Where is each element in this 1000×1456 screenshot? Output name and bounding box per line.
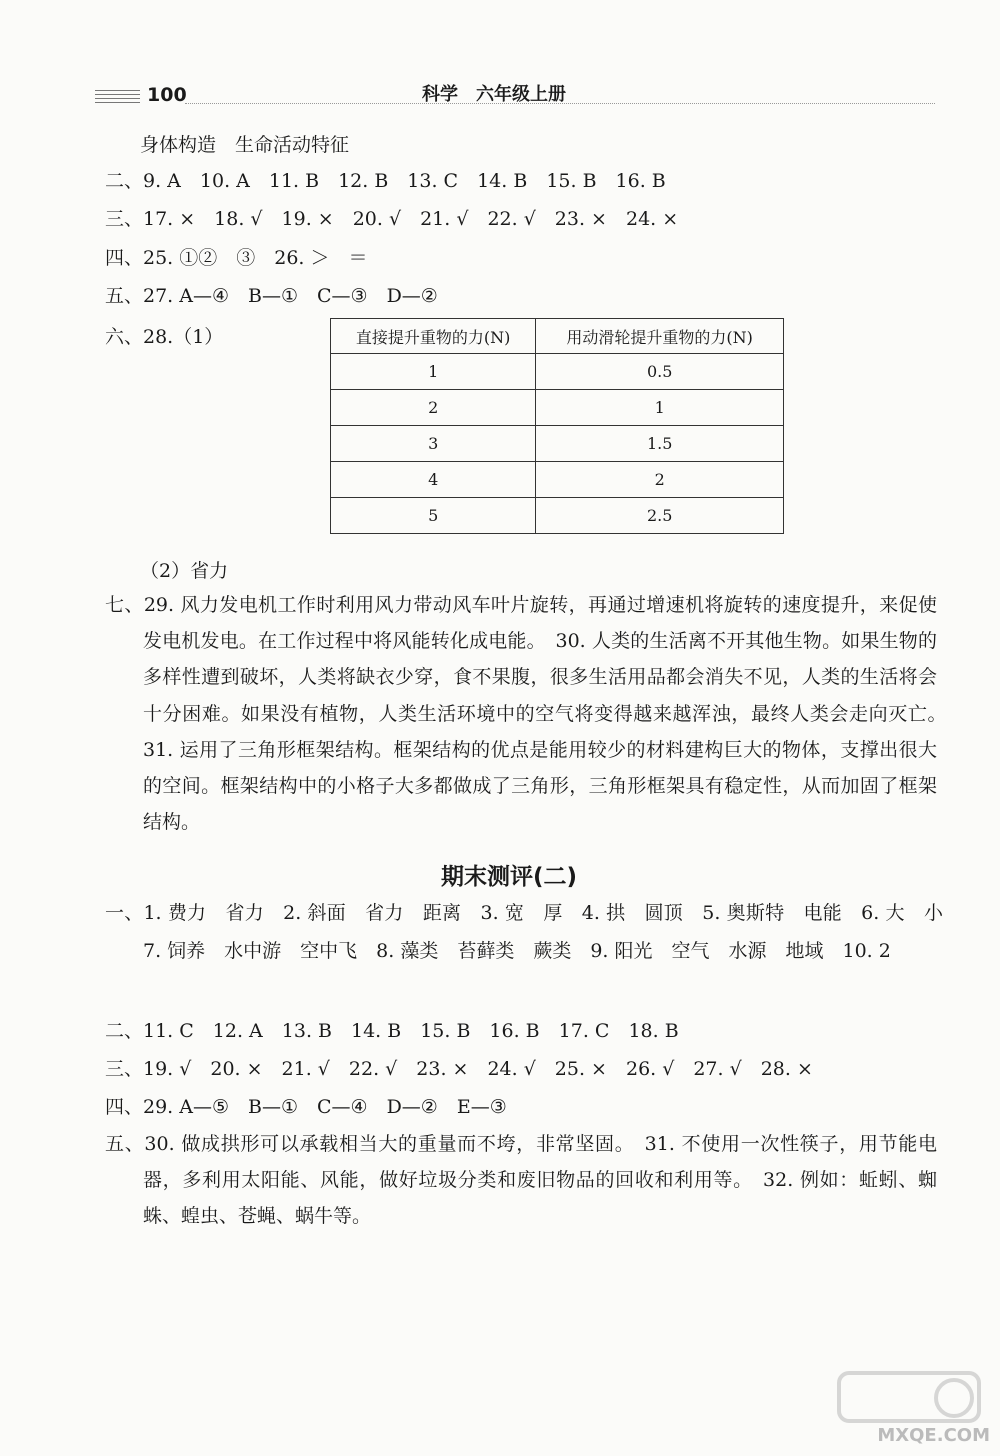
table-header-direct-force: 直接提升重物的力(N)	[331, 319, 536, 354]
answer-paragraph-7	[105, 587, 957, 840]
s2-answer-part-1	[105, 894, 963, 970]
table-cell: 2	[536, 462, 784, 498]
answer-line-4: 四、25. ①② ③ 26. ＞ ＝	[105, 247, 368, 269]
watermark-text: MXQE.COM	[877, 1425, 990, 1446]
table-row	[331, 354, 784, 390]
page-number: 100	[147, 84, 187, 106]
paragraph-7-text: 七、29. 风力发电机工作时利用风力带动风车叶片旋转，再通过增速机将旋转的速度提升，来促使发电机发电。在工作过程中将风能转化成电能。 30. 人类的生活离不开其他生物。如果生物的多样性遭到破坏，人类将缺衣少穿，食不果腹，很多生活用品都会消失不见，人类的生活将会十分困难。如果没有植物，人类生活环境中的空气将变得越来越浑浊，最终人类会走向灭亡。 31. 运用了三角形框架结构。框架结构的优点是能用较少的材料建构巨大的物体，支撑出很大的空间。框架结构中的小格子大多都做成了三角形，三角形框架具有稳定性，从而加固了框架结构。	[105, 594, 957, 834]
table-row	[331, 498, 784, 534]
s2-answer-part-5	[105, 1126, 937, 1235]
answer-line-6: 六、28.（1）	[105, 326, 224, 348]
s2-answer-line-3: 三、19. √ 20. × 21. √ 22. √ 23. × 24. √ 25. × 26. √ 27. √ 28. ×	[105, 1058, 813, 1080]
answer-line-1: 身体构造 生命活动特征	[140, 134, 350, 156]
table-cell: 5	[331, 498, 536, 534]
table-cell: 1	[331, 354, 536, 390]
s2-part-1-text: 一、1. 费力 省力 2. 斜面 省力 距离 3. 宽 厚 4. 拱 圆顶 5. 奥斯特 电能 6. 大 小 7. 饲养 水中游 空中飞 8. 藻类 苔藓类 蕨类 9. 阳光 空气 水源 地域 10. 2	[105, 902, 963, 962]
table-header-pulley-force: 用动滑轮提升重物的力(N)	[536, 319, 784, 354]
table-row	[331, 462, 784, 498]
answer-line-5: 五、27. A—④ B—① C—③ D—②	[105, 285, 438, 307]
answer-line-3: 三、17. × 18. √ 19. × 20. √ 21. √ 22. √ 23. × 24. ×	[105, 208, 679, 230]
pulley-force-table	[330, 318, 784, 534]
table-cell: 2	[331, 390, 536, 426]
table-cell: 2.5	[536, 498, 784, 534]
section-title: 期末测评(二)	[441, 864, 578, 890]
book-title: 科学 六年级上册	[422, 84, 566, 105]
table-cell: 0.5	[536, 354, 784, 390]
s2-part-5-text: 五、30. 做成拱形可以承载相当大的重量而不垮，非常坚固。 31. 不使用一次性筷子，用节能电器，多利用太阳能、风能，做好垃圾分类和废旧物品的回收和利用等。 32. 例如：蚯蚓、蜘蛛、蝗虫、苍蝇、蜗牛等。	[105, 1133, 937, 1228]
table-header-row	[331, 319, 784, 354]
answer-2-saves-force: （2）省力	[140, 560, 229, 582]
header-rule	[185, 103, 935, 104]
s2-answer-line-2: 二、11. C 12. A 13. B 14. B 15. B 16. B 17. C 18. B	[105, 1020, 679, 1042]
table-row	[331, 390, 784, 426]
header-decoration	[95, 90, 140, 106]
table-cell: 3	[331, 426, 536, 462]
table-cell: 1	[536, 390, 784, 426]
s2-answer-line-4: 四、29. A—⑤ B—① C—④ D—② E—③	[105, 1096, 507, 1118]
table-cell: 1.5	[536, 426, 784, 462]
answer-line-2: 二、9. A 10. A 11. B 12. B 13. C 14. B 15. B 16. B	[105, 170, 666, 192]
table-row	[331, 426, 784, 462]
table-cell: 4	[331, 462, 536, 498]
